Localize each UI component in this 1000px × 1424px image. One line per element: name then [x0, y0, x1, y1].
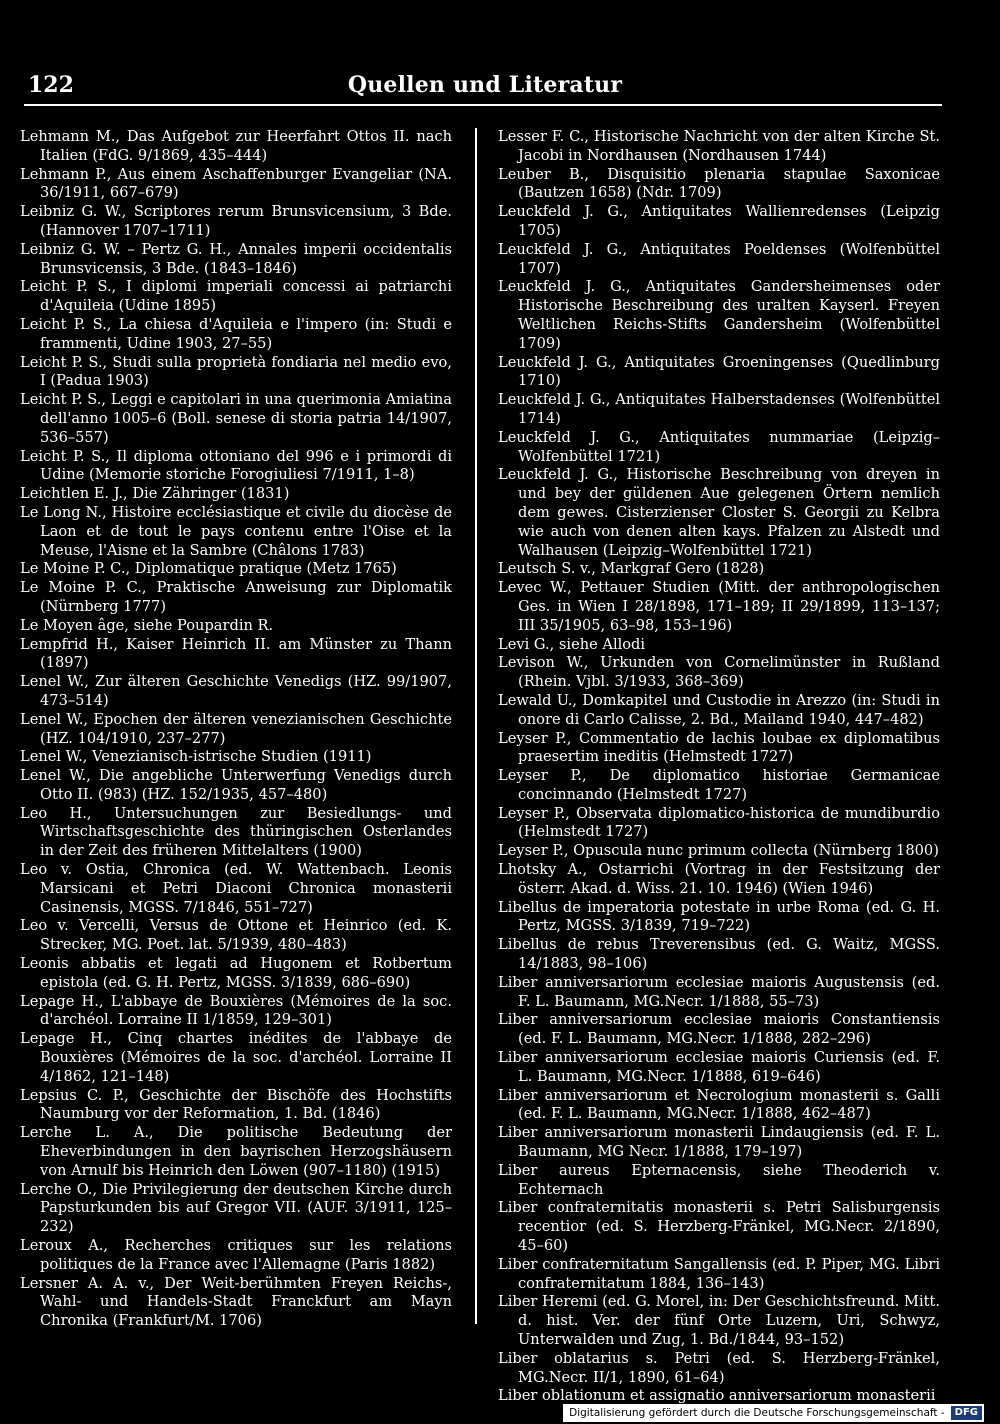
bibliography-entry: Leyser P., Observata diplomatico-historica de mundiburdio (Helmstedt 1727) — [498, 804, 940, 841]
bibliography-entry: Lersner A. A. v., Der Weit-berühmten Freyen Reichs-, Wahl- und Handels-Stadt Franckfurt am Mayn Chronika (Frankfurt/M. 1706) — [20, 1274, 452, 1330]
bibliography-entry: Lehmann M., Das Aufgebot zur Heerfahrt Ottos II. nach Italien (FdG. 9/1869, 435–444) — [20, 128, 452, 164]
bibliography-entry: Leicht P. S., La chiesa d'Aquileia e l'impero (in: Studi e frammenti, Udine 1903, 27–55) — [20, 315, 452, 352]
bibliography-entry: Leyser P., Commentatio de lachis loubae ex diplomatibus praesertim ineditis (Helmstedt 1727) — [498, 729, 940, 766]
bibliography-entry: Leo H., Untersuchungen zur Besiedlungs- und Wirtschaftsgeschichte des thüringischen Osterlandes in der Zeit des früheren Mittelalters (1900) — [20, 804, 452, 860]
bibliography-entry: Lepsius C. P., Geschichte der Bischöfe des Hochstifts Naumburg vor der Reformation, 1. Bd. (1846) — [20, 1086, 452, 1123]
bibliography-entry: Liber confraternitatis monasterii s. Petri Salisburgensis recentior (ed. S. Herzberg-Fränkel, MG.Necr. 2/1890, 45–60) — [498, 1199, 940, 1255]
bibliography-entry: Leyser P., Opuscula nunc primum collecta (Nürnberg 1800) — [498, 842, 939, 860]
bibliography-entry: Leicht P. S., Il diploma ottoniano del 996 e i primordi di Udine (Memorie storiche Forogiuliesi 7/1911, 1–8) — [20, 447, 452, 484]
bibliography-entry: Lerche O., Die Privilegierung der deutschen Kirche durch Papsturkunden bis auf Gregor VII. (AUF. 3/1911, 125–232) — [20, 1180, 452, 1236]
bibliography-entry: Liber anniversariorum ecclesiae maioris Augustensis (ed. F. L. Baumann, MG.Necr. 1/1888, 55–73) — [498, 973, 940, 1010]
bibliography-entry: Lenel W., Epochen der älteren venezianischen Geschichte (HZ. 104/1910, 237–277) — [20, 710, 452, 747]
column-divider — [475, 128, 477, 1324]
bibliography-entry: Le Moine P. C., Praktische Anweisung zur Diplomatik (Nürnberg 1777) — [20, 579, 452, 615]
bibliography-entry: Leicht P. S., Studi sulla proprietà fondiaria nel medio evo, I (Padua 1903) — [20, 353, 452, 390]
bibliography-entry: Lepage H., L'abbaye de Bouxières (Mémoires de la soc. d'archéol. Lorraine II 1/1859, 129–301) — [20, 992, 452, 1029]
bibliography-entry: Lenel W., Die angebliche Unterwerfung Venedigs durch Otto II. (983) (HZ. 152/1935, 457–480) — [20, 767, 452, 803]
bibliography-entry: Levison W., Urkunden von Cornelimünster in Rußland (Rhein. Vjbl. 3/1933, 368–369) — [498, 654, 940, 691]
bibliography-entry: Le Moyen âge, siehe Poupardin R. — [20, 616, 274, 634]
bibliography-entry: Libellus de rebus Treverensibus (ed. G. Waitz, MGSS. 14/1883, 98–106) — [498, 936, 940, 973]
bibliography-entry: Lenel W., Venezianisch-istrische Studien (1911) — [20, 748, 372, 766]
footer-banner — [563, 1404, 984, 1422]
bibliography-entry: Lehmann P., Aus einem Aschaffenburger Evangeliar (NA. 36/1911, 667–679) — [20, 165, 452, 202]
bibliography-entry: Libellus de imperatoria potestate in urbe Roma (ed. G. H. Pertz, MGSS. 3/1839, 719–722) — [498, 898, 940, 935]
bibliography-entry: Leuckfeld J. G., Antiquitates Wallienredenses (Leipzig 1705) — [498, 203, 940, 239]
bibliography-entry: Leuckfeld J. G., Historische Beschreibung von dreyen in und bey der güldenen Aue gelegenen Örtern nemlich dem gewes. Cisterzienser Closter S. Georgii zu Kelbra wie auch von denen alten kays. Pfalzen zu Alstedt und Walhausen (Leipzig–Wolfenbüttel 1721) — [498, 466, 940, 559]
header-rule — [24, 104, 942, 106]
bibliography-entry: Leo v. Ostia, Chronica (ed. W. Wattenbach. Leonis Marsicani et Petri Diaconi Chronica monasterii Casinensis, MGSS. 7/1846, 551–727) — [20, 861, 452, 916]
bibliography-entry: Leuckfeld J. G., Antiquitates Gandersheimenses oder Historische Beschreibung des uralten Kayserl. Freyen Weltlichen Reichs-Stifts Gandersheim (Wolfenbüttel 1709) — [498, 278, 940, 352]
bibliography-entry: Lepage H., Cinq chartes inédites de l'abbaye de Bouxières (Mémoires de la soc. d'archéol. Lorraine II 4/1862, 121–148) — [20, 1030, 452, 1085]
bibliography-entry: Leuber B., Disquisitio plenaria stapulae Saxonicae (Bautzen 1658) (Ndr. 1709) — [498, 165, 940, 202]
bibliography-entry: Lerche L. A., Die politische Bedeutung der Eheverbindungen in den bayrischen Herzogshäusern von Arnulf bis Heinrich den Löwen (907–1180) (1915) — [20, 1124, 452, 1179]
bibliography-entry: Liber Heremi (ed. G. Morel, in: Der Geschichtsfreund. Mitt. d. hist. Ver. der fünf Orte Luzern, Uri, Schwyz, Unterwalden und Zug, 1. Bd./1844, 93–152) — [498, 1293, 940, 1348]
bibliography-entry: Liber confraternitatum Sangallensis (ed. P. Piper, MG. Libri confraternitatum 1884, 136–143) — [498, 1255, 940, 1292]
page-header — [28, 72, 942, 104]
bibliography-entry: Le Moine P. C., Diplomatique pratique (Metz 1765) — [20, 560, 397, 578]
bibliography-entry: Leibniz G. W., Scriptores rerum Brunsvicensium, 3 Bde. (Hannover 1707–1711) — [20, 203, 452, 239]
bibliography-entry: Liber oblatarius s. Petri (ed. S. Herzberg-Fränkel, MG.Necr. II/1, 1890, 61–64) — [498, 1349, 940, 1386]
bibliography-entry: Liber anniversariorum ecclesiae maioris Constantiensis (ed. F. L. Baumann, MG.Necr. 1/1888, 282–296) — [498, 1011, 940, 1048]
bibliography-entry: Leyser P., De diplomatico historiae Germanicae concinnando (Helmstedt 1727) — [498, 767, 940, 803]
bibliography-entry: Lhotsky A., Ostarrichi (Vortrag in der Festsitzung der österr. Akad. d. Wiss. 21. 10. 1946) (Wien 1946) — [498, 861, 940, 897]
bibliography-entry: Lempfrid H., Kaiser Heinrich II. am Münster zu Thann (1897) — [20, 635, 452, 672]
bibliography-entry: Levec W., Pettauer Studien (Mitt. der anthropologischen Ges. in Wien I 28/1898, 171–189; II 29/1899, 113–137; III 35/1905, 63–98, 153–196) — [498, 579, 940, 634]
bibliography-entry: Leuckfeld J. G., Antiquitates Halberstadenses (Wolfenbüttel 1714) — [498, 391, 940, 427]
bibliography-entry: Liber anniversariorum et Necrologium monasterii s. Galli (ed. F. L. Baumann, MG.Necr. 1/1888, 462–487) — [498, 1086, 940, 1123]
bibliography-entry: Lewald U., Domkapitel und Custodie in Arezzo (in: Studi in onore di Carlo Calisse, 2. Bd., Mailand 1940, 447–482) — [498, 691, 940, 728]
footer-text: Digitalisierung gefördert durch die Deutsche Forschungsgemeinschaft - — [569, 1407, 945, 1419]
bibliography-entry: Leicht P. S., I diplomi imperiali concessi ai patriarchi d'Aquileia (Udine 1895) — [20, 278, 452, 315]
bibliography-entry: Le Long N., Histoire ecclésiastique et civile du diocèse de Laon et de tout le pays contenu entre l'Oise et la Meuse, l'Aisne et la Sambre (Châlons 1783) — [20, 503, 452, 559]
bibliography-entry: Leo v. Vercelli, Versus de Ottone et Heinrico (ed. K. Strecker, MG. Poet. lat. 5/1939, 480–483) — [20, 917, 452, 954]
bibliography-entry: Liber anniversariorum monasterii Lindaugiensis (ed. F. L. Baumann, MG Necr. 1/1888, 179–197) — [498, 1124, 940, 1161]
bibliography-entry: Leutsch S. v., Markgraf Gero (1828) — [498, 560, 765, 578]
page-number: 122 — [28, 72, 74, 98]
running-title: Quellen und Literatur — [347, 72, 623, 98]
bibliography-entry: Leuckfeld J. G., Antiquitates Poeldenses (Wolfenbüttel 1707) — [498, 240, 940, 277]
bibliography-entry: Liber aureus Epternacensis, siehe Theoderich v. Echternach — [498, 1161, 940, 1198]
bibliography-entry: Leichtlen E. J., Die Zähringer (1831) — [20, 485, 290, 503]
left-column — [20, 128, 452, 1331]
bibliography-entry: Levi G., siehe Allodi — [498, 635, 646, 653]
bibliography-entry: Liber anniversariorum ecclesiae maioris Curiensis (ed. F. L. Baumann, MG.Necr. 1/1888, 619–646) — [498, 1049, 940, 1085]
bibliography-entry: Lesser F. C., Historische Nachricht von der alten Kirche St. Jacobi in Nordhausen (Nordhausen 1744) — [498, 128, 940, 164]
bibliography-entry: Liber oblationum et assignatio anniversariorum monasterii — [498, 1387, 936, 1405]
bibliography-entry: Lenel W., Zur älteren Geschichte Venedigs (HZ. 99/1907, 473–514) — [20, 673, 452, 709]
bibliography-entry: Leroux A., Recherches critiques sur les relations politiques de la France avec l'Allemagne (Paris 1882) — [20, 1237, 452, 1273]
bibliography-entry: Leicht P. S., Leggi e capitolari in una querimonia Amiatina dell'anno 1005–6 (Boll. senese di storia patria 14/1907, 536–557) — [20, 391, 452, 446]
dfg-logo: DFG — [951, 1406, 982, 1420]
bibliography-entry: Leuckfeld J. G., Antiquitates Groeningenses (Quedlinburg 1710) — [498, 353, 940, 390]
bibliography-entry: Leonis abbatis et legati ad Hugonem et Rotbertum epistola (ed. G. H. Pertz, MGSS. 3/1839, 686–690) — [20, 955, 452, 991]
bibliography-entry: Leibniz G. W. – Pertz G. H., Annales imperii occidentalis Brunsvicensis, 3 Bde. (1843–1846) — [20, 240, 452, 277]
bibliography-entry: Leuckfeld J. G., Antiquitates nummariae (Leipzig–Wolfenbüttel 1721) — [498, 428, 940, 465]
right-column — [498, 128, 940, 1406]
